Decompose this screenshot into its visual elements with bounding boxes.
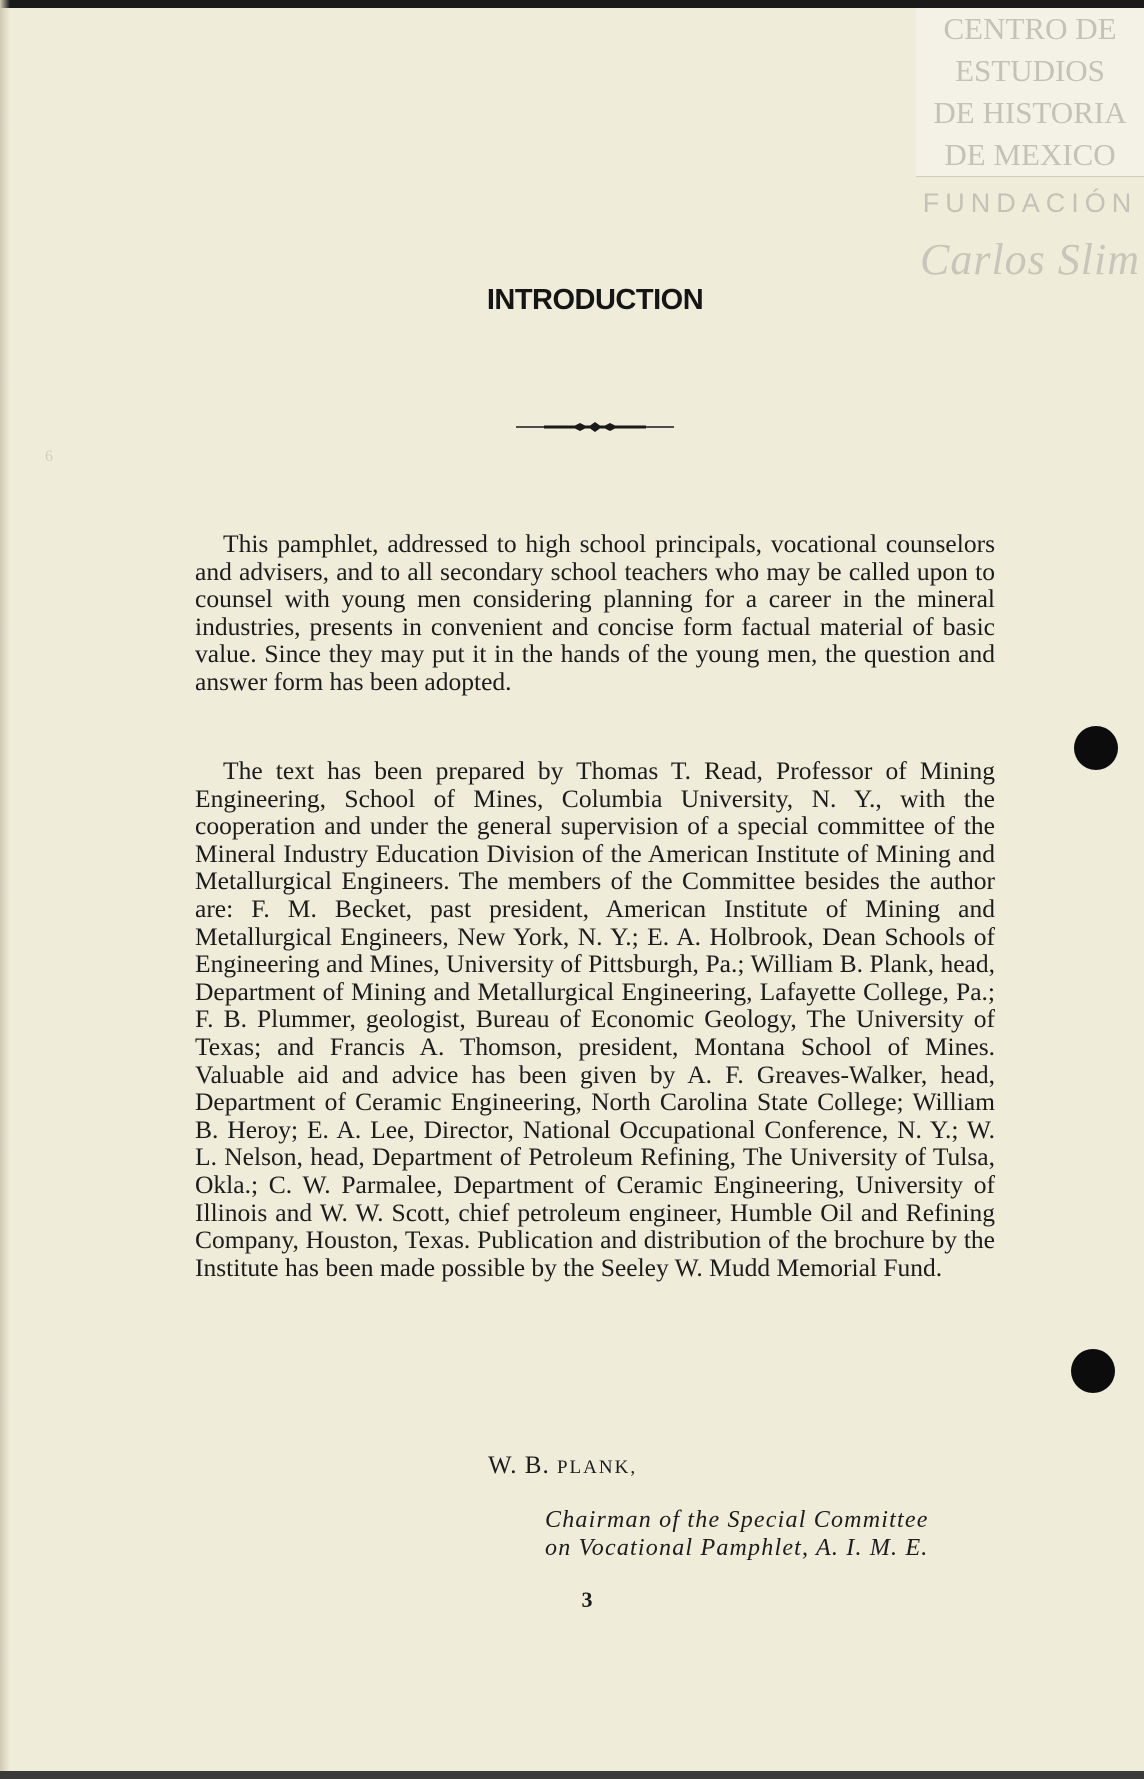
signer-role-line: Chairman of the Special Committee (545, 1507, 929, 1533)
scan-bottom-edge (0, 1771, 1144, 1779)
watermark-foundation: FUNDACIÓN (922, 188, 1138, 218)
watermark-divider (916, 176, 1144, 177)
watermark-signature: Carlos Slim (919, 235, 1141, 284)
archive-watermark (916, 8, 1144, 176)
signer-name (488, 1452, 637, 1480)
watermark-line: DE MEXICO (944, 137, 1116, 172)
signer-initials: W. B. (488, 1452, 550, 1479)
watermark-line: DE HISTORIA (933, 95, 1127, 130)
faint-pencil-mark: 6 (45, 448, 53, 465)
scan-left-shadow (0, 0, 10, 1779)
paragraph: The text has been prepared by Thomas T. Read, Professor of Mining Engineering, School of Mines, Columbia University, N. Y., with the cooperation and under the general supervision of a special committee of the Mineral Industry Education Division of the American Institute of Mining and Metallurgical Engineers. The members of the Committee besides the author are: F. M. Becket, past president, American Institute of Mining and Metallurgical Engineers, New York, N. Y.; E. A. Holbrook, Dean Schools of Engineering and Mines, University of Pittsburgh, Pa.; William B. Plank, head, Department of Mining and Metallurgical Engineering, Lafayette College, Pa.; F. B. Plummer, geologist, Bureau of Economic Geology, The University of Texas; and Francis A. Thomson, president, Montana School of Mines. Valuable aid and advice has been given by A. F. Greaves-Walker, head, Department of Ceramic Engineering, North Carolina State College; William B. Heroy; E. A. Lee, Director, National Occupational Conference, N. Y.; W. L. Nelson, head, Department of Petroleum Refining, The University of Tulsa, Okla.; C. W. Parmalee, Department of Ceramic Engineering, University of Illinois and W. W. Scott, chief petroleum engineer, Humble Oil and Refining Company, Houston, Texas. Publication and distribution of the brochure by the Institute has been made possible by the Seeley W. Mudd Memorial Fund. (195, 756, 995, 1282)
signer-role-line: on Vocational Pamphlet, A. I. M. E. (545, 1535, 929, 1561)
paragraph: This pamphlet, addressed to high school principals, vocational counselors and advisers, and to all secondary school teachers who may be called upon to counsel with young men considering planning for a career in the mineral industries, presents in convenient and concise form factual material of basic value. Since they may put it in the hands of the young men, the question and answer form has been adopted. (195, 529, 995, 696)
punch-hole-icon (1071, 1349, 1115, 1393)
signer-surname: PLANK, (556, 1457, 638, 1478)
page-number: 3 (581, 1587, 593, 1612)
ornament-divider-icon (514, 416, 676, 438)
scan-top-edge (0, 0, 1144, 8)
watermark-line: CENTRO DE (943, 11, 1117, 46)
punch-hole-icon (1074, 726, 1118, 770)
page-title: INTRODUCTION (486, 284, 704, 316)
watermark-line: ESTUDIOS (955, 53, 1105, 88)
